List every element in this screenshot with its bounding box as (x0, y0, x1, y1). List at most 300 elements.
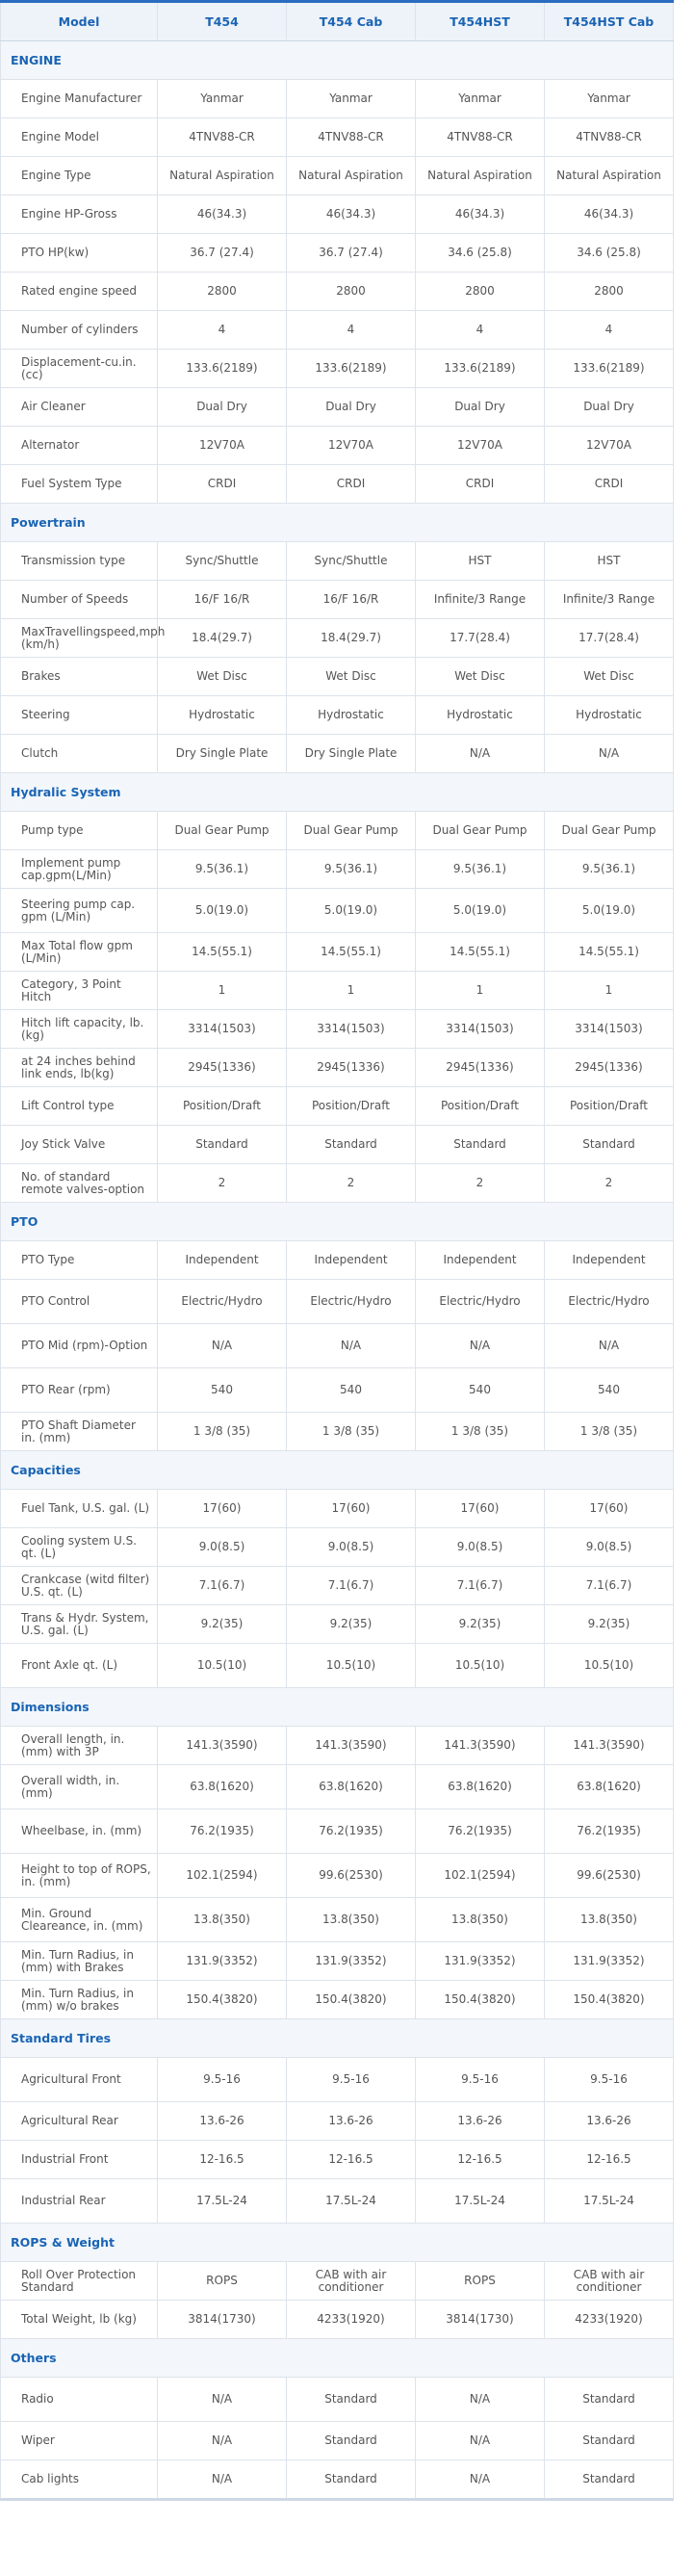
cell-value: 46(34.3) (287, 195, 416, 234)
cell-value: Dry Single Plate (158, 735, 287, 773)
row-label: Joy Stick Valve (1, 1126, 158, 1164)
cell-value: Electric/Hydro (545, 1280, 674, 1324)
cell-value: CRDI (416, 465, 545, 504)
row-label: Agricultural Rear (1, 2102, 158, 2141)
cell-value: Dual Dry (545, 388, 674, 427)
row-label: Displacement-cu.in. (cc) (1, 350, 158, 388)
section-row (1, 1203, 674, 1241)
row-label: Height to top of ROPS, in. (mm) (1, 1854, 158, 1898)
row-label: Max Total flow gpm (L/Min) (1, 933, 158, 972)
cell-value: 17.7(28.4) (545, 619, 674, 658)
cell-value: 17(60) (545, 1490, 674, 1528)
cell-value: 9.5(36.1) (545, 850, 674, 889)
cell-value: 5.0(19.0) (545, 889, 674, 933)
cell-value: N/A (545, 735, 674, 773)
cell-value: 9.5(36.1) (287, 850, 416, 889)
header-t454-cab: T454 Cab (287, 2, 416, 41)
cell-value: 76.2(1935) (287, 1809, 416, 1854)
cell-value: 1 (545, 972, 674, 1010)
table-header (1, 2, 674, 41)
cell-value: 1 3/8 (35) (287, 1413, 416, 1451)
cell-value: 12V70A (287, 427, 416, 465)
cell-value: 4TNV88-CR (287, 118, 416, 157)
cell-value: 7.1(6.7) (416, 1567, 545, 1605)
cell-value: Standard (416, 1126, 545, 1164)
cell-value: 2800 (287, 273, 416, 311)
cell-value: 46(34.3) (545, 195, 674, 234)
section-title: Capacities (1, 1451, 674, 1490)
cell-value: Dual Dry (158, 388, 287, 427)
table-row (1, 1727, 674, 1765)
cell-value: 150.4(3820) (158, 1981, 287, 2019)
cell-value: 17.5L-24 (416, 2179, 545, 2224)
row-label: No. of standard remote valves-option (1, 1164, 158, 1203)
row-label: Category, 3 Point Hitch (1, 972, 158, 1010)
cell-value: Yanmar (416, 80, 545, 118)
table-row (1, 1942, 674, 1981)
table-row (1, 1898, 674, 1942)
table-row (1, 1280, 674, 1324)
cell-value: Natural Aspiration (158, 157, 287, 195)
cell-value: Standard (287, 2378, 416, 2422)
row-label: Industrial Rear (1, 2179, 158, 2224)
table-row (1, 2460, 674, 2500)
table-row (1, 2301, 674, 2339)
table-row (1, 658, 674, 696)
row-label: Front Axle qt. (L) (1, 1644, 158, 1688)
table-row (1, 812, 674, 850)
cell-value: 141.3(3590) (545, 1727, 674, 1765)
cell-value: Standard (545, 1126, 674, 1164)
table-row (1, 1605, 674, 1644)
row-label: Brakes (1, 658, 158, 696)
cell-value: 18.4(29.7) (287, 619, 416, 658)
row-label: Number of cylinders (1, 311, 158, 350)
row-label: Rated engine speed (1, 273, 158, 311)
cell-value: 2 (545, 1164, 674, 1203)
cell-value: 36.7 (27.4) (158, 234, 287, 273)
table-row (1, 1490, 674, 1528)
cell-value: N/A (416, 1324, 545, 1368)
cell-value: 540 (287, 1368, 416, 1413)
cell-value: 133.6(2189) (158, 350, 287, 388)
cell-value: Dual Gear Pump (158, 812, 287, 850)
cell-value: 63.8(1620) (416, 1765, 545, 1809)
cell-value: HST (416, 542, 545, 581)
cell-value: Yanmar (158, 80, 287, 118)
cell-value: Standard (287, 1126, 416, 1164)
cell-value: 17.5L-24 (158, 2179, 287, 2224)
cell-value: 17.7(28.4) (416, 619, 545, 658)
cell-value: 2945(1336) (287, 1049, 416, 1087)
row-label: Lift Control type (1, 1087, 158, 1126)
cell-value: Dual Gear Pump (287, 812, 416, 850)
cell-value: 5.0(19.0) (158, 889, 287, 933)
table-row (1, 427, 674, 465)
cell-value: 3314(1503) (545, 1010, 674, 1049)
cell-value: Natural Aspiration (287, 157, 416, 195)
cell-value: Hydrostatic (158, 696, 287, 735)
cell-value: 46(34.3) (158, 195, 287, 234)
cell-value: 9.5-16 (416, 2058, 545, 2102)
table-row (1, 1241, 674, 1280)
cell-value: Infinite/3 Range (416, 581, 545, 619)
table-row (1, 1087, 674, 1126)
table-row (1, 195, 674, 234)
section-row (1, 2339, 674, 2378)
cell-value: 12-16.5 (545, 2141, 674, 2179)
cell-value: Standard (287, 2460, 416, 2500)
cell-value: Standard (287, 2422, 416, 2460)
header-row (1, 2, 674, 41)
row-label: Agricultural Front (1, 2058, 158, 2102)
cell-value: 46(34.3) (416, 195, 545, 234)
cell-value: Position/Draft (545, 1087, 674, 1126)
cell-value: 12V70A (545, 427, 674, 465)
table-row (1, 1981, 674, 2019)
row-label: Implement pump cap.gpm(L/Min) (1, 850, 158, 889)
section-title: ENGINE (1, 41, 674, 80)
row-label: Transmission type (1, 542, 158, 581)
row-label: Clutch (1, 735, 158, 773)
table-row (1, 2262, 674, 2301)
cell-value: Standard (545, 2460, 674, 2500)
cell-value: 9.5-16 (158, 2058, 287, 2102)
cell-value: 9.2(35) (287, 1605, 416, 1644)
cell-value: 2 (416, 1164, 545, 1203)
table-row (1, 1413, 674, 1451)
row-label: Roll Over Protection Standard (1, 2262, 158, 2301)
section-title: Standard Tires (1, 2019, 674, 2058)
cell-value: 99.6(2530) (545, 1854, 674, 1898)
row-label: Alternator (1, 427, 158, 465)
cell-value: 13.6-26 (287, 2102, 416, 2141)
cell-value: Independent (545, 1241, 674, 1280)
cell-value: N/A (416, 2422, 545, 2460)
cell-value: Position/Draft (416, 1087, 545, 1126)
cell-value: 12-16.5 (416, 2141, 545, 2179)
cell-value: 63.8(1620) (545, 1765, 674, 1809)
cell-value: 4 (416, 311, 545, 350)
table-row (1, 933, 674, 972)
cell-value: Wet Disc (416, 658, 545, 696)
cell-value: Infinite/3 Range (545, 581, 674, 619)
cell-value: N/A (416, 2460, 545, 2500)
row-label: Engine Model (1, 118, 158, 157)
cell-value: 133.6(2189) (287, 350, 416, 388)
row-label: Hitch lift capacity, lb. (kg) (1, 1010, 158, 1049)
cell-value: 133.6(2189) (545, 350, 674, 388)
row-label: Crankcase (witd filter) U.S. qt. (L) (1, 1567, 158, 1605)
cell-value: 12V70A (158, 427, 287, 465)
cell-value: 2945(1336) (158, 1049, 287, 1087)
table-row (1, 850, 674, 889)
cell-value: 2945(1336) (416, 1049, 545, 1087)
table-row (1, 1010, 674, 1049)
cell-value: 1 (416, 972, 545, 1010)
cell-value: Electric/Hydro (287, 1280, 416, 1324)
row-label: MaxTravellingspeed,mph (km/h) (1, 619, 158, 658)
cell-value: 17.5L-24 (287, 2179, 416, 2224)
cell-value: 4TNV88-CR (545, 118, 674, 157)
cell-value: CAB with air conditioner (287, 2262, 416, 2301)
cell-value: 131.9(3352) (287, 1942, 416, 1981)
cell-value: 14.5(55.1) (416, 933, 545, 972)
cell-value: N/A (158, 2460, 287, 2500)
cell-value: 102.1(2594) (416, 1854, 545, 1898)
cell-value: 13.6-26 (158, 2102, 287, 2141)
cell-value: N/A (158, 2422, 287, 2460)
cell-value: Dual Dry (287, 388, 416, 427)
cell-value: Standard (158, 1126, 287, 1164)
table-row (1, 696, 674, 735)
cell-value: Hydrostatic (416, 696, 545, 735)
cell-value: 3314(1503) (287, 1010, 416, 1049)
cell-value: Dry Single Plate (287, 735, 416, 773)
cell-value: 540 (158, 1368, 287, 1413)
cell-value: 131.9(3352) (158, 1942, 287, 1981)
table-row (1, 80, 674, 118)
cell-value: 2 (287, 1164, 416, 1203)
cell-value: 141.3(3590) (416, 1727, 545, 1765)
cell-value: 1 3/8 (35) (545, 1413, 674, 1451)
cell-value: 34.6 (25.8) (416, 234, 545, 273)
cell-value: 4233(1920) (545, 2301, 674, 2339)
cell-value: Dual Gear Pump (545, 812, 674, 850)
cell-value: 10.5(10) (416, 1644, 545, 1688)
section-row (1, 2019, 674, 2058)
cell-value: HST (545, 542, 674, 581)
cell-value: N/A (158, 1324, 287, 1368)
cell-value: Electric/Hydro (158, 1280, 287, 1324)
cell-value: CAB with air conditioner (545, 2262, 674, 2301)
table-row (1, 2179, 674, 2224)
cell-value: ROPS (158, 2262, 287, 2301)
row-label: PTO Mid (rpm)-Option (1, 1324, 158, 1368)
header-t454: T454 (158, 2, 287, 41)
cell-value: 2800 (416, 273, 545, 311)
cell-value: 14.5(55.1) (158, 933, 287, 972)
row-label: at 24 inches behind link ends, lb(kg) (1, 1049, 158, 1087)
cell-value: 150.4(3820) (545, 1981, 674, 2019)
row-label: PTO Shaft Diameter in. (mm) (1, 1413, 158, 1451)
section-title: ROPS & Weight (1, 2224, 674, 2262)
section-row (1, 504, 674, 542)
header-t454hst-cab: T454HST Cab (545, 2, 674, 41)
row-label: Fuel Tank, U.S. gal. (L) (1, 1490, 158, 1528)
cell-value: 1 (287, 972, 416, 1010)
cell-value: 9.0(8.5) (416, 1528, 545, 1567)
table-row (1, 1809, 674, 1854)
table-row (1, 388, 674, 427)
cell-value: 16/F 16/R (158, 581, 287, 619)
cell-value: Natural Aspiration (545, 157, 674, 195)
row-label: Pump type (1, 812, 158, 850)
cell-value: 7.1(6.7) (158, 1567, 287, 1605)
table-row (1, 1765, 674, 1809)
cell-value: 540 (545, 1368, 674, 1413)
cell-value: 5.0(19.0) (287, 889, 416, 933)
cell-value: 1 3/8 (35) (416, 1413, 545, 1451)
cell-value: 1 3/8 (35) (158, 1413, 287, 1451)
cell-value: 9.5(36.1) (416, 850, 545, 889)
section-title: Powertrain (1, 504, 674, 542)
cell-value: 14.5(55.1) (287, 933, 416, 972)
cell-value: 540 (416, 1368, 545, 1413)
cell-value: 17(60) (158, 1490, 287, 1528)
cell-value: 4 (158, 311, 287, 350)
cell-value: 34.6 (25.8) (545, 234, 674, 273)
table-row (1, 118, 674, 157)
cell-value: Electric/Hydro (416, 1280, 545, 1324)
cell-value: 13.8(350) (545, 1898, 674, 1942)
table-row (1, 1854, 674, 1898)
cell-value: 17(60) (287, 1490, 416, 1528)
row-label: PTO HP(kw) (1, 234, 158, 273)
table-row (1, 234, 674, 273)
row-label: PTO Control (1, 1280, 158, 1324)
table-row (1, 311, 674, 350)
cell-value: 18.4(29.7) (158, 619, 287, 658)
cell-value: 150.4(3820) (416, 1981, 545, 2019)
table-row (1, 1164, 674, 1203)
cell-value: 9.2(35) (416, 1605, 545, 1644)
cell-value: 10.5(10) (287, 1644, 416, 1688)
cell-value: 9.0(8.5) (158, 1528, 287, 1567)
cell-value: 150.4(3820) (287, 1981, 416, 2019)
row-label: Overall width, in. (mm) (1, 1765, 158, 1809)
cell-value: 141.3(3590) (158, 1727, 287, 1765)
row-label: Min. Turn Radius, in (mm) w/o brakes (1, 1981, 158, 2019)
cell-value: 76.2(1935) (545, 1809, 674, 1854)
cell-value: 17.5L-24 (545, 2179, 674, 2224)
cell-value: 9.5-16 (545, 2058, 674, 2102)
cell-value: 14.5(55.1) (545, 933, 674, 972)
cell-value: Position/Draft (287, 1087, 416, 1126)
cell-value: 13.8(350) (287, 1898, 416, 1942)
cell-value: 9.0(8.5) (545, 1528, 674, 1567)
cell-value: 7.1(6.7) (545, 1567, 674, 1605)
cell-value: Dual Gear Pump (416, 812, 545, 850)
section-row (1, 1451, 674, 1490)
cell-value: N/A (545, 1324, 674, 1368)
header-model: Model (1, 2, 158, 41)
cell-value: 5.0(19.0) (416, 889, 545, 933)
row-label: Engine HP-Gross (1, 195, 158, 234)
section-row (1, 773, 674, 812)
cell-value: Yanmar (545, 80, 674, 118)
cell-value: Sync/Shuttle (158, 542, 287, 581)
cell-value: 9.2(35) (158, 1605, 287, 1644)
cell-value: 9.2(35) (545, 1605, 674, 1644)
row-label: Min. Turn Radius, in (mm) with Brakes (1, 1942, 158, 1981)
table-row (1, 465, 674, 504)
row-label: Steering pump cap. gpm (L/Min) (1, 889, 158, 933)
cell-value: Independent (287, 1241, 416, 1280)
row-label: Wiper (1, 2422, 158, 2460)
row-label: Industrial Front (1, 2141, 158, 2179)
cell-value: 9.5(36.1) (158, 850, 287, 889)
table-row (1, 1368, 674, 1413)
table-row (1, 1126, 674, 1164)
table-row (1, 581, 674, 619)
cell-value: Hydrostatic (287, 696, 416, 735)
cell-value: 9.0(8.5) (287, 1528, 416, 1567)
row-label: Trans & Hydr. System, U.S. gal. (L) (1, 1605, 158, 1644)
cell-value: 3814(1730) (416, 2301, 545, 2339)
cell-value: Hydrostatic (545, 696, 674, 735)
cell-value: 4233(1920) (287, 2301, 416, 2339)
cell-value: 7.1(6.7) (287, 1567, 416, 1605)
row-label: Number of Speeds (1, 581, 158, 619)
cell-value: 2800 (158, 273, 287, 311)
table-row (1, 2058, 674, 2102)
row-label: PTO Rear (rpm) (1, 1368, 158, 1413)
cell-value: 17(60) (416, 1490, 545, 1528)
table-row (1, 1324, 674, 1368)
table-row (1, 889, 674, 933)
section-row (1, 41, 674, 80)
cell-value: Standard (545, 2378, 674, 2422)
row-label: Radio (1, 2378, 158, 2422)
cell-value: Sync/Shuttle (287, 542, 416, 581)
cell-value: 3814(1730) (158, 2301, 287, 2339)
cell-value: 76.2(1935) (416, 1809, 545, 1854)
cell-value: 3314(1503) (158, 1010, 287, 1049)
table-row (1, 2378, 674, 2422)
cell-value: Yanmar (287, 80, 416, 118)
cell-value: Position/Draft (158, 1087, 287, 1126)
row-label: Steering (1, 696, 158, 735)
table-row (1, 735, 674, 773)
table-row (1, 972, 674, 1010)
cell-value: Wet Disc (545, 658, 674, 696)
header-t454hst: T454HST (416, 2, 545, 41)
table-row (1, 273, 674, 311)
cell-value: 3314(1503) (416, 1010, 545, 1049)
table-row (1, 1049, 674, 1087)
cell-value: 1 (158, 972, 287, 1010)
cell-value: 2800 (545, 273, 674, 311)
row-label: Cab lights (1, 2460, 158, 2500)
cell-value: Independent (158, 1241, 287, 1280)
cell-value: 10.5(10) (158, 1644, 287, 1688)
table-row (1, 157, 674, 195)
cell-value: 13.6-26 (416, 2102, 545, 2141)
cell-value: N/A (416, 735, 545, 773)
cell-value: N/A (416, 2378, 545, 2422)
table-row (1, 542, 674, 581)
cell-value: N/A (287, 1324, 416, 1368)
cell-value: 13.6-26 (545, 2102, 674, 2141)
table-row (1, 2141, 674, 2179)
section-title: Others (1, 2339, 674, 2378)
table-row (1, 350, 674, 388)
cell-value: 12-16.5 (158, 2141, 287, 2179)
table-body (1, 41, 674, 2500)
row-label: Cooling system U.S. qt. (L) (1, 1528, 158, 1567)
cell-value: 4TNV88-CR (158, 118, 287, 157)
cell-value: 4 (545, 311, 674, 350)
table-row (1, 1644, 674, 1688)
cell-value: 12V70A (416, 427, 545, 465)
cell-value: 13.8(350) (158, 1898, 287, 1942)
row-label: Engine Type (1, 157, 158, 195)
cell-value: 131.9(3352) (545, 1942, 674, 1981)
cell-value: 13.8(350) (416, 1898, 545, 1942)
table-row (1, 2102, 674, 2141)
section-row (1, 2224, 674, 2262)
